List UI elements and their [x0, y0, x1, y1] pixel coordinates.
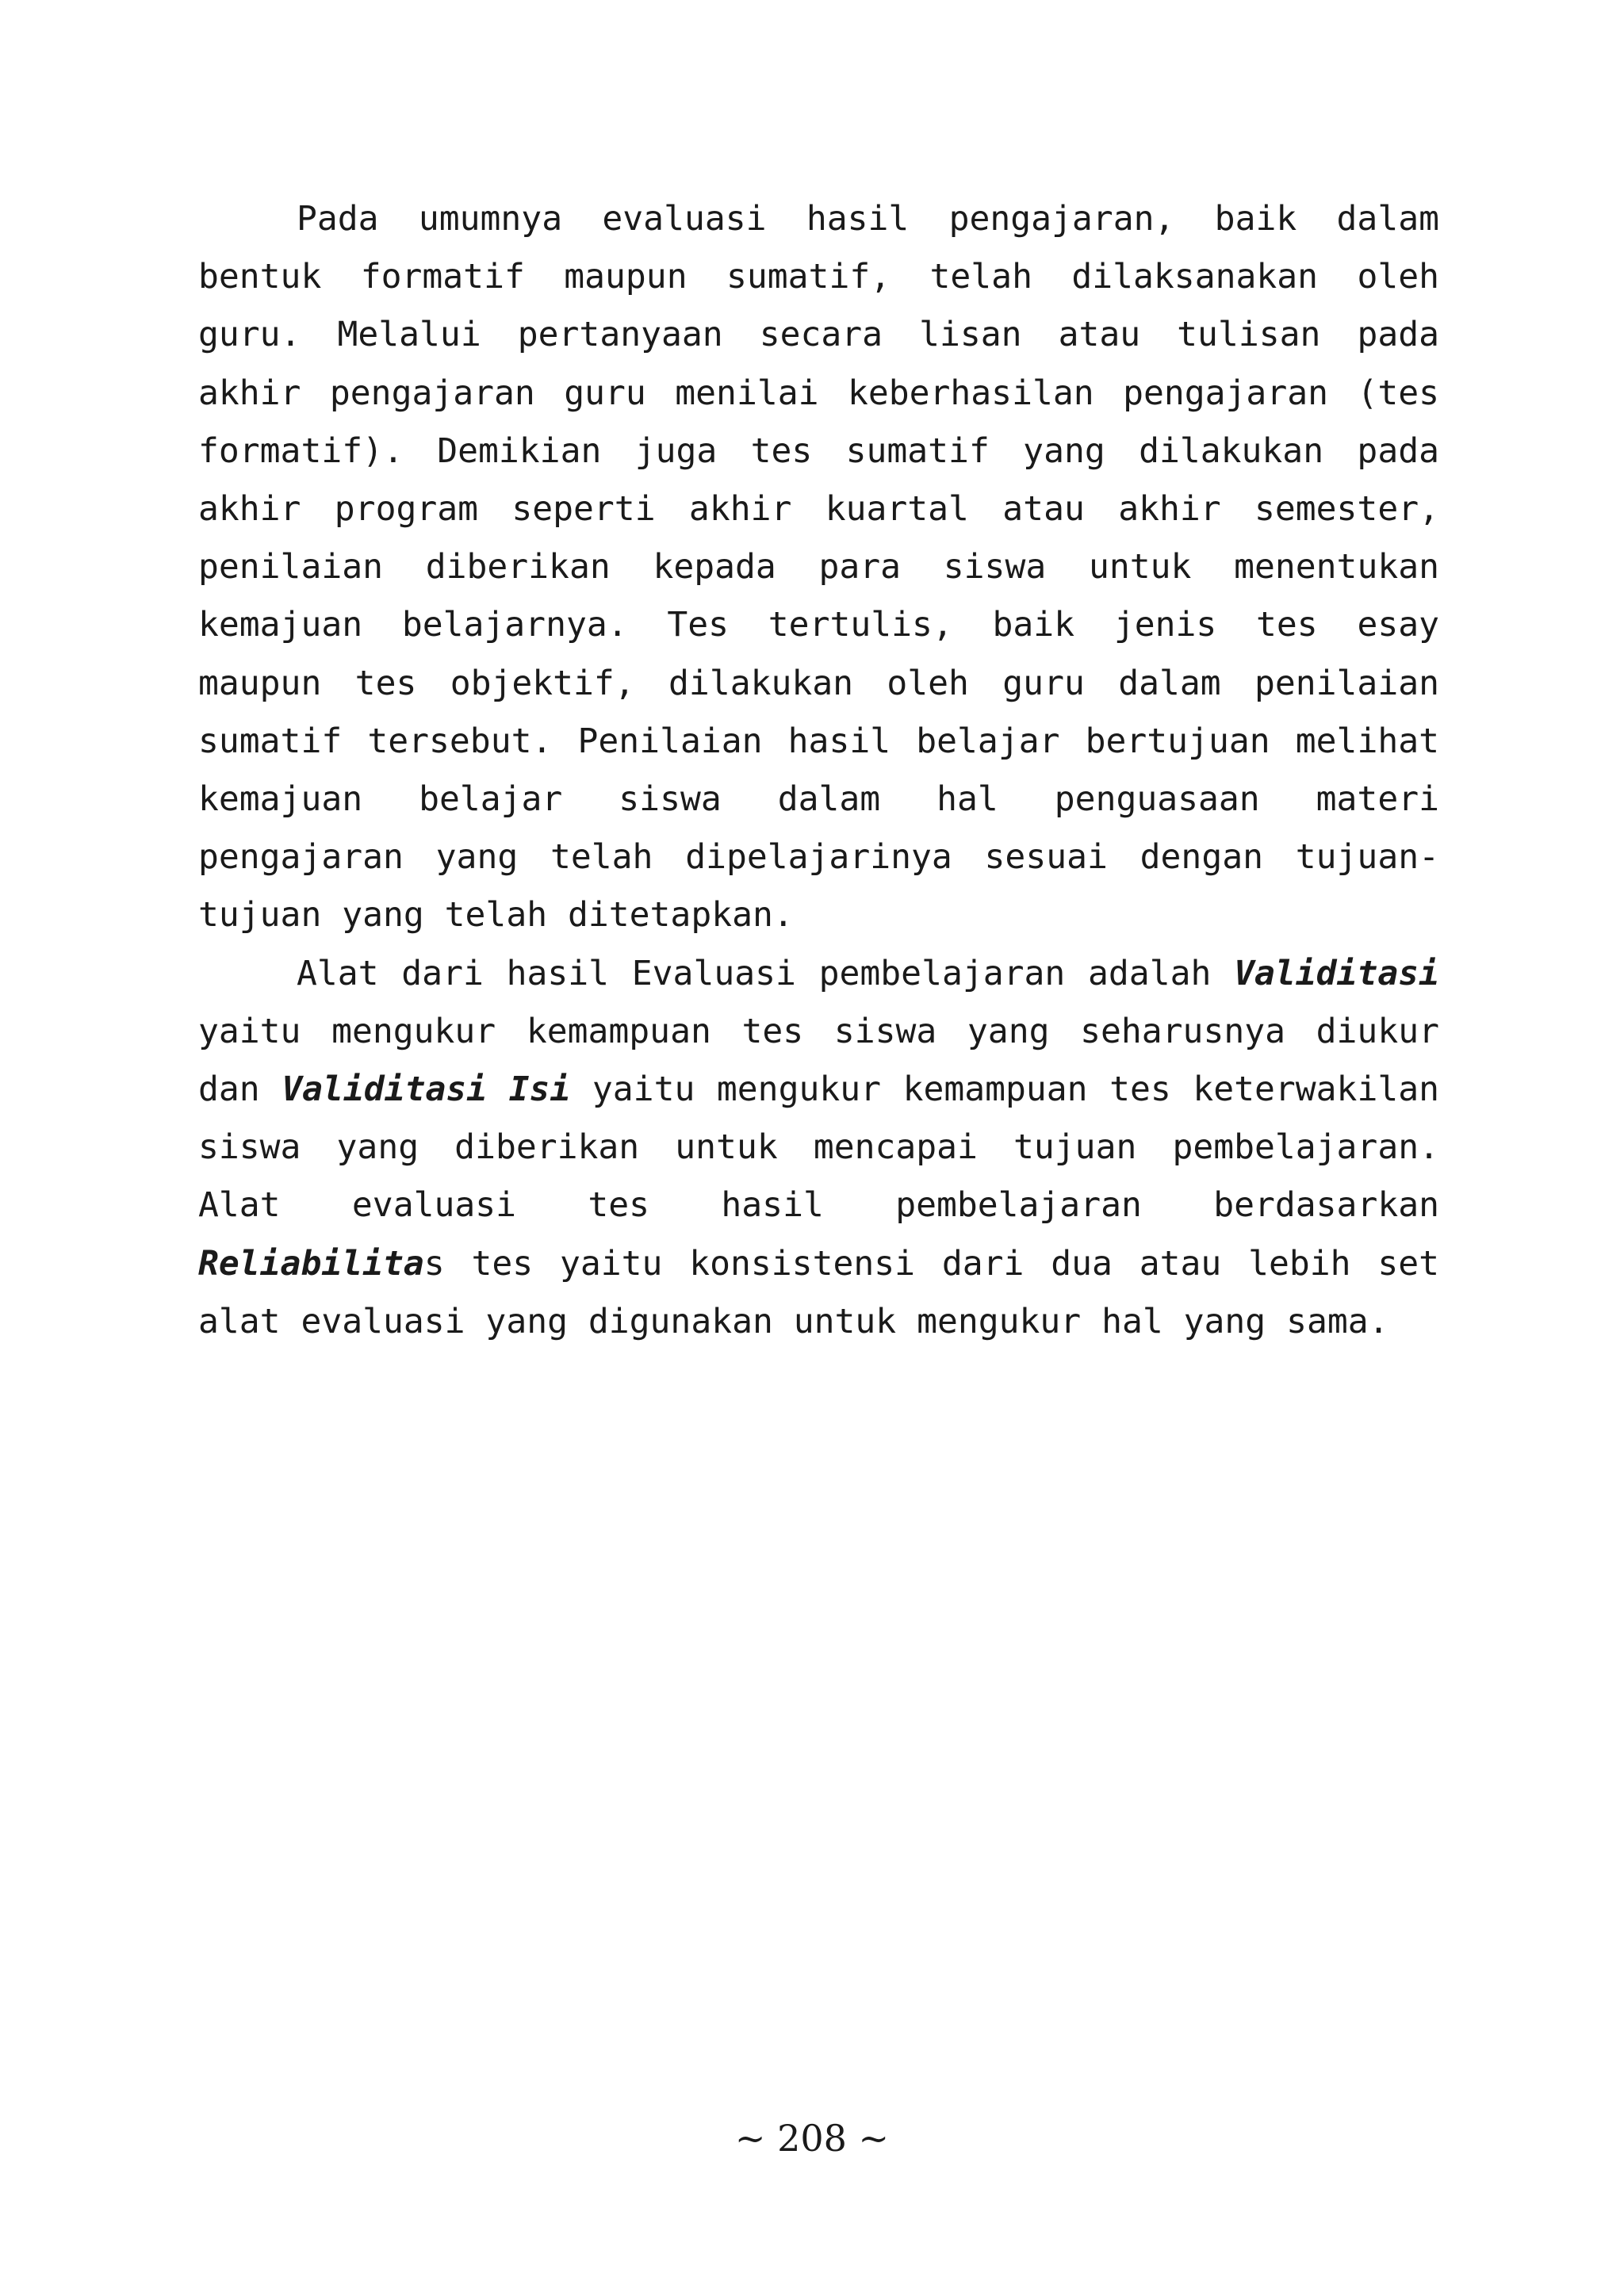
term-validitasi-isi: Validitasi Isi	[282, 1070, 571, 1110]
paragraph-2-part-3: yaitu mengukur kemampuan tes keterwakilan siswa yang diberikan untuk mencapai tujuan pembelajaran. Alat evaluasi tes hasil pembelajaran berdasarkan	[198, 1070, 1439, 1226]
paragraph-2-part-4: s tes yaitu konsistensi dari dua atau lebih set alat evaluasi yang digunakan untuk mengukur hal yang sama.	[198, 1243, 1439, 1341]
paragraph-1: Pada umumnya evaluasi hasil pengajaran, baik dalam bentuk formatif maupun sumatif, telah dilaksanakan oleh guru. Melalui pertanyaan secara lisan atau tulisan pada akhir pengajaran guru menilai keberhasilan pengajaran (tes formatif). Demikian juga tes sumatif yang dilakukan pada akhir program seperti akhir kuartal atau akhir semester, penilaian diberikan kepada para siswa untuk menentukan kemajuan belajarnya. Tes tertulis, baik jenis tes esay maupun tes objektif, dilakukan oleh guru dalam penilaian sumatif tersebut. Penilaian hasil belajar bertujuan melihat kemajuan belajar siswa dalam hal penguasaan materi pengajaran yang telah dipelajarinya sesuai dengan tujuan-tujuan yang telah ditetapkan.	[198, 199, 1439, 936]
paragraph-2-part-2: yaitu mengukur kemampuan tes siswa yang seharusnya diukur dan	[198, 1011, 1439, 1110]
term-validitasi: Validitasi	[1234, 953, 1439, 993]
body-text	[198, 190, 1439, 1351]
term-reliabilitas: Reliabilita	[198, 1243, 424, 1284]
paragraph-2-part-1: Alat dari hasil Evaluasi pembelajaran adalah	[297, 953, 1235, 993]
page-number: ~ 208 ~	[734, 2117, 890, 2160]
paragraph-2	[198, 945, 1439, 1351]
